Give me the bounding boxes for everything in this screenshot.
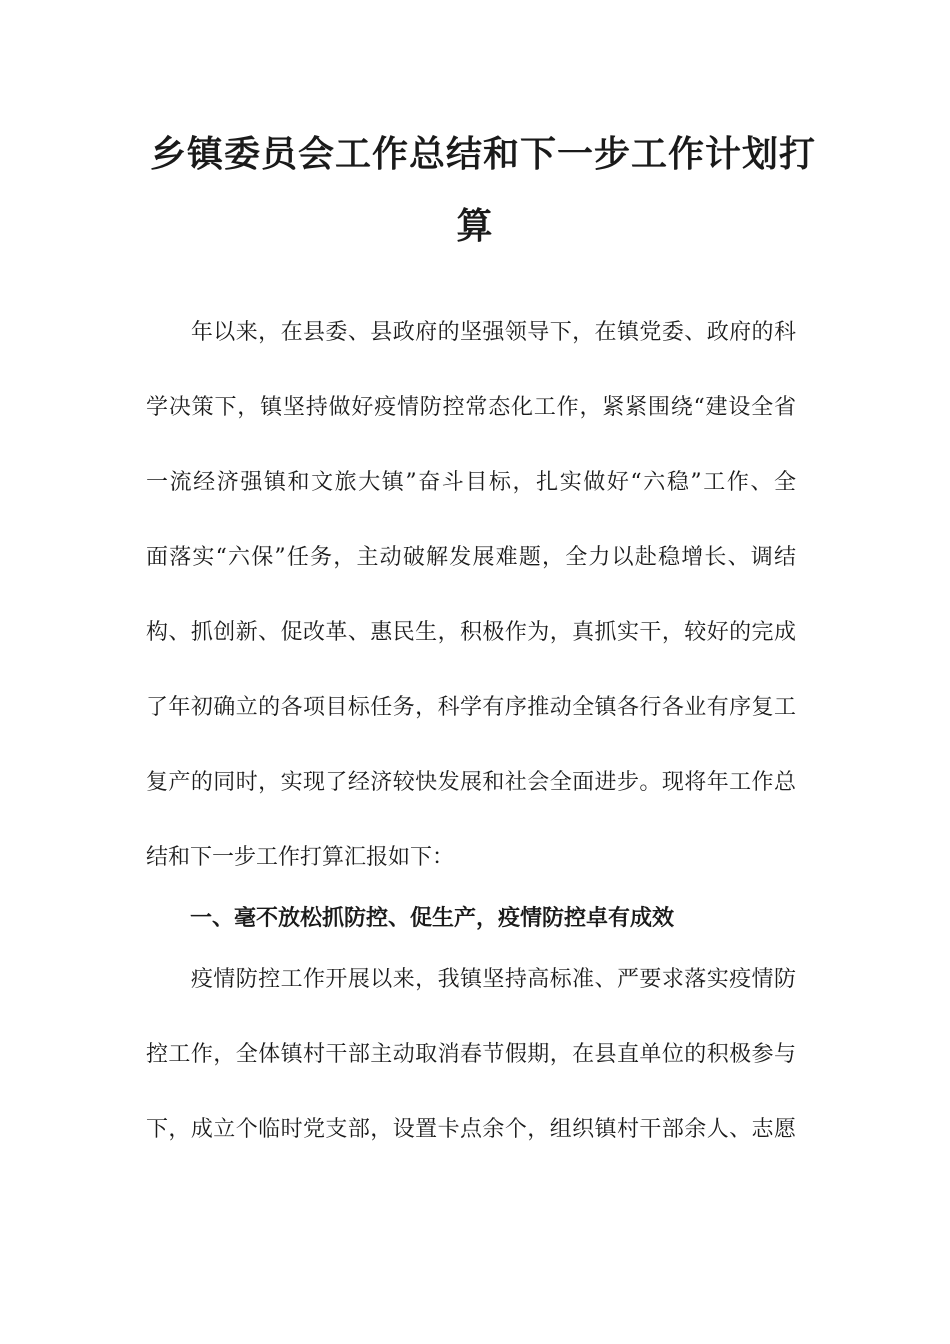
paragraph-1-line: 面落实“六保”任务，主动破解发展难题，全力以赴稳增长、调结 — [146, 545, 796, 570]
paragraph-1-line: 复产的同时，实现了经济较快发展和社会全面进步。现将年工作总 — [146, 770, 796, 795]
paragraph-1-line: 结和下一步工作打算汇报如下： — [146, 845, 455, 870]
paragraph-1-line: 学决策下，镇坚持做好疫情防控常态化工作，紧紧围绕“建设全省 — [146, 395, 796, 420]
section-1-heading: 一、毫不放松抓防控、促生产，疫情防控卓有成效 — [190, 906, 675, 931]
paragraph-2-line: 疫情防控工作开展以来，我镇坚持高标准、严要求落实疫情防 — [146, 967, 796, 992]
paragraph-1-line: 年以来，在县委、县政府的坚强领导下，在镇党委、政府的科 — [146, 320, 796, 345]
paragraph-2-line: 下，成立个临时党支部，设置卡点余个，组织镇村干部余人、志愿 — [146, 1117, 796, 1142]
document-title-line-1: 乡镇委员会工作总结和下一步工作计划打 — [150, 134, 817, 175]
paragraph-1-line: 了年初确立的各项目标任务，科学有序推动全镇各行各业有序复工 — [146, 695, 796, 720]
paragraph-1-line: 构、抓创新、促改革、惠民生，积极作为，真抓实干，较好的完成 — [146, 620, 796, 645]
document-title-line-2: 算 — [456, 206, 494, 247]
paragraph-1-line: 一流经济强镇和文旅大镇”奋斗目标，扎实做好“六稳”工作、全 — [146, 470, 796, 495]
paragraph-2-line: 控工作，全体镇村干部主动取消春节假期，在县直单位的积极参与 — [146, 1042, 796, 1067]
